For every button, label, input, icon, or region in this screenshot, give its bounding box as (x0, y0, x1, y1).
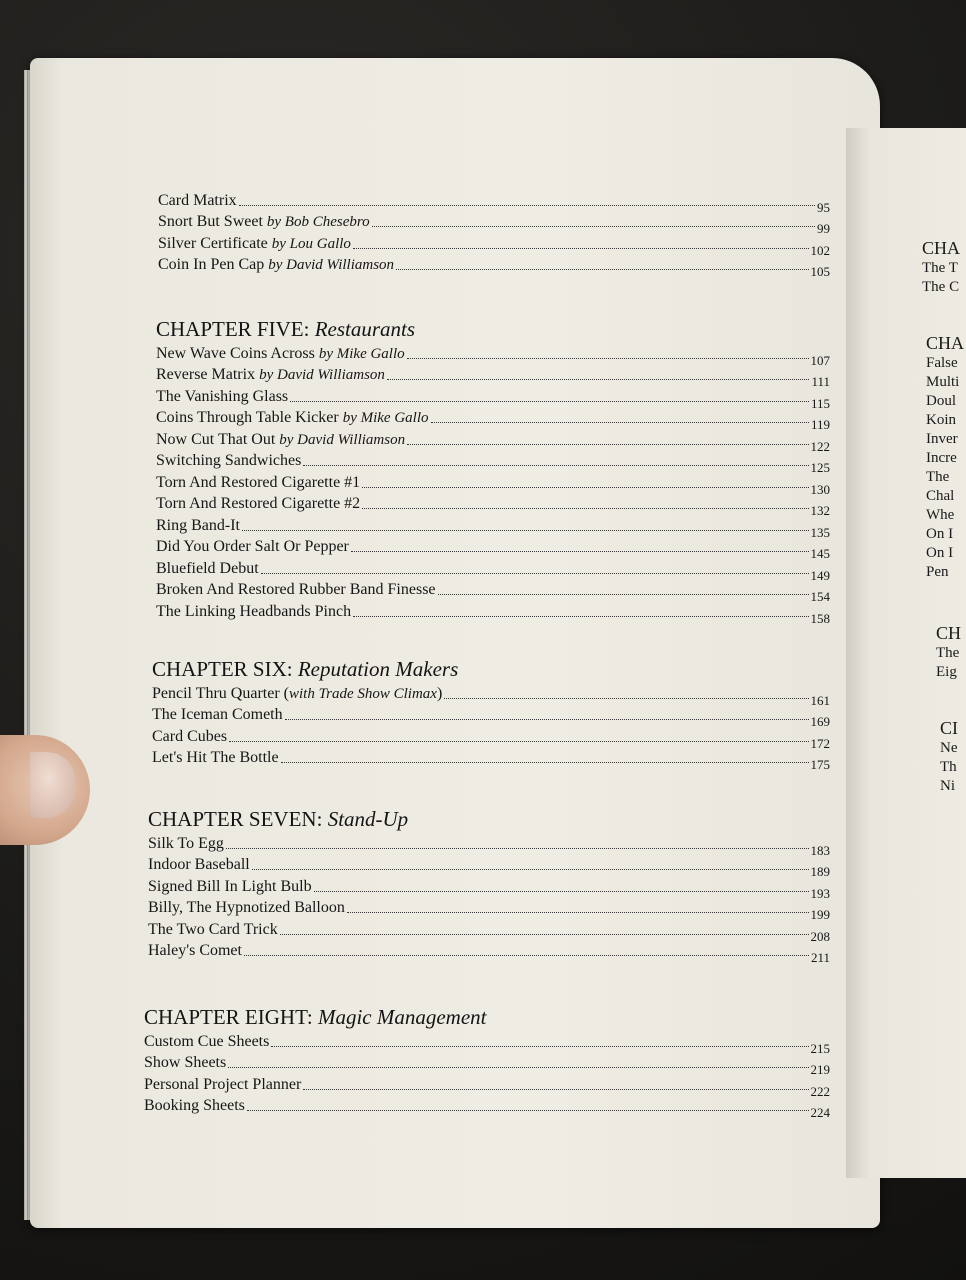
entry-title-text: Coin In Pen Cap (158, 256, 269, 273)
toc-entry (156, 513, 830, 540)
entry-author: by David Williamson (268, 257, 395, 273)
entry-title-text: Coins Through Table Kicker (156, 409, 343, 426)
dot-leader (285, 718, 809, 720)
toc-entry (148, 874, 830, 901)
entry-title-text: The Vanishing Glass (156, 387, 289, 405)
entry-title (148, 899, 345, 917)
entry-author: with Trade Show Climax (289, 685, 437, 702)
right-page-entry: The C (922, 279, 960, 295)
entry-close-paren: ) (436, 684, 443, 702)
entry-title (156, 409, 429, 427)
entry-title (148, 942, 242, 960)
chapter-subtitle: Reputation Makers (297, 657, 459, 681)
entry-author: by David Williamson (279, 431, 406, 448)
entry-title-text: Silk To Egg (148, 834, 224, 852)
page-number: 169 (810, 714, 830, 729)
dot-leader (362, 486, 808, 488)
toc-entry (156, 599, 830, 626)
right-page-chapter-heading: CHA (926, 333, 965, 353)
page-number: 125 (810, 460, 830, 475)
page-number: 208 (810, 928, 830, 944)
right-page-entry: Eig (936, 664, 957, 680)
page-number: 215 (810, 1040, 830, 1056)
entry-title-text: Indoor Baseball (148, 856, 250, 873)
entry-title (152, 749, 279, 767)
entry-title-text: New Wave Coins Across (156, 344, 319, 362)
right-page-entry: The (926, 469, 950, 485)
toc-entry (152, 724, 830, 751)
toc-entry (148, 939, 830, 965)
page-number: 95 (817, 199, 830, 215)
dot-leader (303, 1088, 808, 1090)
page-number: 161 (810, 692, 830, 708)
toc-entry (158, 231, 830, 258)
toc-entry (144, 1094, 830, 1120)
toc-entry (156, 492, 830, 518)
page-number: 145 (810, 546, 830, 561)
entry-title (156, 495, 360, 513)
dot-leader (244, 954, 809, 956)
dot-leader (226, 847, 809, 849)
page-number: 172 (810, 735, 830, 751)
dot-leader (396, 268, 808, 270)
chapter-subtitle: Stand-Up (327, 807, 409, 831)
chapter-subtitle: Magic Management (317, 1005, 487, 1029)
entry-title (152, 728, 227, 746)
toc-entry (156, 427, 830, 454)
page-number: 193 (810, 885, 830, 901)
toc-entry (156, 341, 830, 368)
chapter-heading (152, 658, 830, 680)
entry-title-text: The Iceman Cometh (152, 706, 283, 723)
right-page-entry: Doul (926, 393, 956, 409)
page-number: 99 (817, 221, 830, 236)
right-page-entry: Whe (926, 507, 955, 523)
entry-title (156, 366, 385, 384)
right-page-entry: Ni (940, 778, 955, 794)
dot-leader (353, 615, 808, 617)
dot-leader (314, 890, 809, 892)
dot-leader (229, 740, 808, 742)
dot-leader (280, 933, 809, 935)
entry-title-text: Torn And Restored Cigarette #2 (156, 495, 361, 512)
toc-entry (156, 406, 830, 432)
page-number: 122 (810, 438, 830, 454)
toc-entry (148, 896, 830, 922)
toc-entry (158, 210, 830, 236)
entry-title-text: Booking Sheets (144, 1097, 245, 1114)
toc-entry (152, 703, 830, 729)
page-number: 149 (810, 567, 830, 583)
entry-title (148, 921, 278, 939)
entry-title-text: Custom Cue Sheets (144, 1032, 270, 1050)
entry-title (156, 517, 240, 535)
toc-entry (156, 556, 830, 583)
entry-title-text: Switching Sandwiches (156, 452, 302, 469)
dot-leader (407, 443, 808, 445)
entry-title (144, 1076, 301, 1094)
chapter-label: CHAPTER SIX: (152, 657, 293, 681)
entry-title (148, 835, 224, 853)
entry-title-text: Silver Certificate (158, 234, 272, 252)
page-number: 115 (810, 395, 830, 411)
entry-title-text: Reverse Matrix (156, 366, 260, 383)
entry-title (156, 560, 259, 578)
entry-title (156, 431, 405, 449)
entry-title-text: Signed Bill In Light Bulb (148, 877, 312, 895)
dot-leader (362, 507, 808, 509)
dot-leader (407, 357, 809, 359)
entry-title-text: Billy, The Hypnotized Balloon (148, 899, 345, 916)
dot-leader (431, 421, 809, 423)
entry-title-text: Haley's Comet (148, 942, 242, 959)
right-page-entry: The (936, 645, 960, 661)
entry-title (156, 581, 436, 599)
entry-title (156, 603, 351, 621)
toc-entry (144, 1072, 830, 1099)
right-page-entry: Pen (926, 564, 949, 580)
chapter-heading (144, 1006, 830, 1028)
dot-leader (247, 1109, 809, 1111)
page-number: 119 (810, 417, 830, 432)
dot-leader (347, 911, 809, 913)
entry-title (158, 213, 370, 231)
page-number: 222 (810, 1083, 830, 1099)
toc-entry (156, 470, 830, 497)
page-number: 158 (810, 610, 830, 626)
dot-leader (261, 572, 809, 574)
toc-entry (152, 746, 830, 772)
entry-author: by Bob Chesebro (266, 214, 370, 230)
entry-title-text: The Two Card Trick (148, 920, 278, 938)
page-number: 132 (810, 503, 830, 518)
chapter-five (156, 317, 830, 626)
right-page-entry: On I (926, 526, 954, 542)
dot-leader (387, 378, 810, 380)
entry-title (158, 256, 394, 274)
page-number: 183 (810, 842, 830, 858)
dot-leader (228, 1066, 808, 1068)
dot-leader (444, 697, 808, 699)
right-page-chapter-heading: CHA (922, 238, 961, 258)
right-page-entry: Ne (940, 740, 958, 756)
toc-entry (144, 1051, 830, 1077)
entry-title (152, 706, 283, 724)
right-page-entry: Koin (926, 412, 956, 428)
right-page-entry: The T (922, 260, 958, 276)
toc-entry (152, 681, 830, 708)
entry-title (156, 474, 360, 492)
right-page-entry: Multi (926, 374, 960, 390)
chapter-label: CHAPTER SEVEN: (148, 807, 323, 831)
toc-entry (148, 853, 830, 879)
dot-leader (290, 400, 809, 402)
entry-title (148, 878, 312, 896)
entry-title (144, 1033, 269, 1051)
right-page-entry: Chal (926, 488, 955, 504)
chapter-heading (148, 808, 830, 830)
chapter-label: CHAPTER FIVE: (156, 317, 310, 341)
dot-leader (271, 1045, 808, 1047)
dot-leader (252, 868, 809, 870)
page-number: 130 (810, 481, 830, 497)
toc-entry (158, 188, 830, 215)
page-number: 154 (810, 589, 830, 604)
right-page-entry: False (926, 355, 958, 371)
dot-leader (353, 247, 809, 249)
entry-title-text: Ring Band-It (156, 516, 240, 534)
page-number: 224 (810, 1105, 830, 1120)
entry-title (148, 856, 250, 874)
entry-title-text: Personal Project Planner (144, 1075, 302, 1093)
page-number: 189 (810, 864, 830, 879)
chapter-eight (144, 1005, 830, 1120)
chapter-six (152, 657, 830, 772)
chapter-seven (148, 807, 830, 965)
entry-title-text: Did You Order Salt Or Pepper (156, 538, 349, 555)
right-page-chapter-heading: CI (940, 718, 958, 738)
toc-entry (156, 363, 830, 389)
right-page-entry: On I (926, 545, 954, 561)
entry-title-text: Let's Hit The Bottle (152, 749, 279, 766)
right-page-entry: Th (940, 759, 957, 775)
chapter-subtitle: Restaurants (314, 317, 416, 341)
entry-title (152, 685, 442, 703)
chapter-label: CHAPTER EIGHT: (144, 1005, 313, 1029)
dot-leader (438, 593, 809, 595)
toc-entry (148, 917, 830, 944)
page-number: 219 (810, 1062, 830, 1077)
page-number: 135 (810, 524, 830, 540)
entry-author: by Lou Gallo (271, 235, 351, 252)
entry-author: by Mike Gallo (318, 345, 405, 362)
entry-title-text: Card Cubes (152, 727, 228, 745)
dot-leader (281, 761, 809, 763)
toc-entry (156, 449, 830, 475)
toc-entry (156, 535, 830, 561)
entry-title-text: Now Cut That Out (156, 430, 280, 448)
dot-leader (372, 225, 815, 227)
page-number: 199 (810, 907, 830, 922)
page-number: 175 (810, 757, 830, 772)
toc-entry (158, 253, 830, 279)
dot-leader (351, 550, 809, 552)
page-number: 102 (810, 242, 830, 258)
entry-title-text: Bluefield Debut (156, 559, 259, 577)
entry-title (156, 538, 349, 556)
page-number: 111 (811, 374, 830, 389)
entry-author: by Mike Gallo (342, 410, 429, 426)
toc-entry (156, 578, 830, 604)
page-number: 107 (810, 352, 830, 368)
entry-title (158, 235, 351, 253)
toc-entry (148, 831, 830, 858)
entry-title-text: Pencil Thru Quarter ( (152, 684, 289, 702)
dot-leader (242, 529, 809, 531)
entry-title-text: Torn And Restored Cigarette #1 (156, 473, 361, 491)
right-page-entry: Inver (926, 431, 958, 447)
toc-entry (144, 1029, 830, 1056)
right-page-entry: Incre (926, 450, 957, 466)
entry-title-text: Show Sheets (144, 1054, 227, 1071)
page-number: 105 (810, 264, 830, 279)
toc-entry (156, 384, 830, 411)
page-number: 211 (810, 950, 830, 965)
chapter-heading (156, 318, 830, 340)
right-page-chapter-heading: CH (936, 623, 962, 643)
entry-title (158, 192, 237, 210)
entry-title (156, 388, 288, 406)
entry-title-text: Broken And Restored Rubber Band Finesse (156, 581, 436, 598)
entry-title (156, 345, 405, 363)
dot-leader (239, 204, 815, 206)
entry-title-text: The Linking Headbands Pinch (156, 602, 352, 620)
entry-title (144, 1097, 245, 1115)
intro-entries (158, 188, 830, 279)
dot-leader (303, 464, 808, 466)
entry-title (156, 452, 301, 470)
entry-title (144, 1054, 226, 1072)
entry-title-text: Snort But Sweet (158, 213, 267, 230)
entry-author: by David Williamson (259, 367, 385, 383)
entry-title-text: Card Matrix (158, 191, 237, 209)
